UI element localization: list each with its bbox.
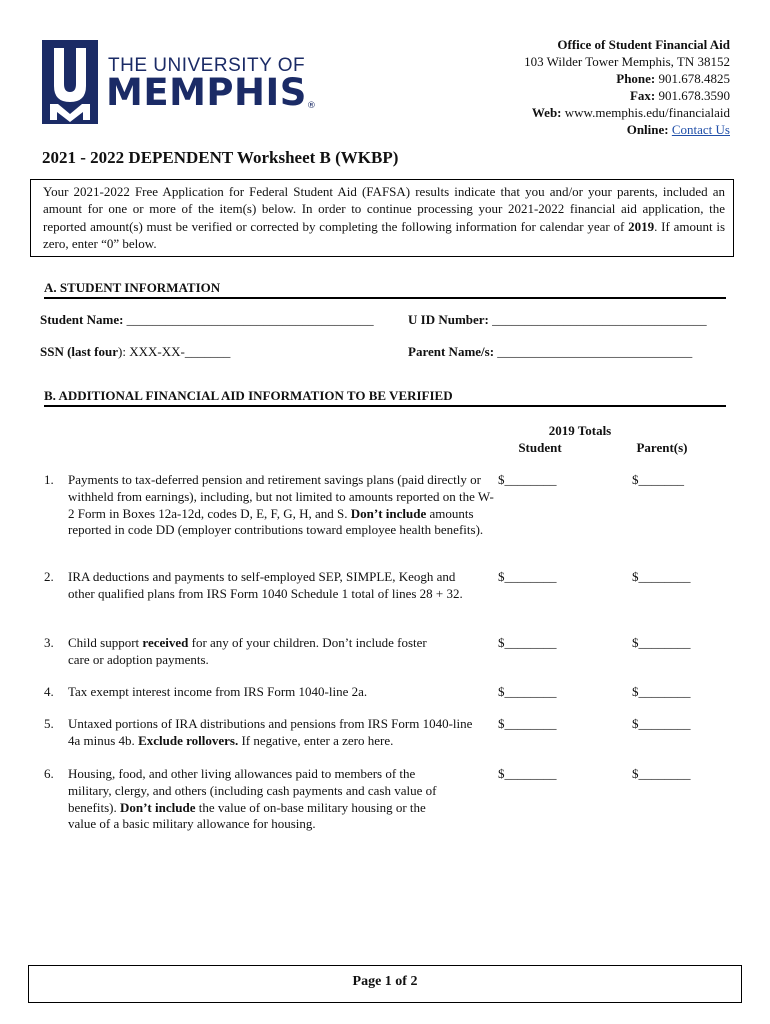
item-bold-text: Don’t include <box>350 505 427 521</box>
parent-amount-6[interactable]: $________ <box>632 766 691 781</box>
item-text: IRA deductions and payments to self-employed SEP, SIMPLE, Keogh and other qualified plans from IRS Form 1040 Schedule 1 total of lines 28 + 32. <box>68 569 463 601</box>
student-amount-1[interactable]: $________ <box>498 472 557 487</box>
parent-names-field[interactable] <box>408 344 692 360</box>
student-amount-6[interactable]: $________ <box>498 766 557 781</box>
student-name-field[interactable] <box>40 312 374 328</box>
svg-text:of: of <box>65 91 75 101</box>
list-item <box>44 569 494 603</box>
worksheet-title: 2021 - 2022 DEPENDENT Worksheet B (WKBP) <box>42 148 399 167</box>
item-text-2: for any of your children. Don’t include foster care or adoption payments. <box>68 635 427 667</box>
phone-label: Phone: <box>616 71 656 86</box>
list-item <box>44 684 494 701</box>
list-item <box>44 635 494 669</box>
item-bold-text: Exclude rollovers. <box>138 732 239 748</box>
intro-text-after: . If amount is zero, enter “0” below. <box>43 218 725 251</box>
student-column-heading: Student <box>518 440 562 455</box>
ssn-label-suffix: ): <box>118 344 126 359</box>
uid-number-label: U ID Number: <box>408 312 489 327</box>
ssn-label: SSN (last four <box>40 344 119 359</box>
parent-amount-2[interactable]: $________ <box>632 569 691 584</box>
parents-column-heading: Parent(s) <box>636 440 688 455</box>
intro-text-before: Your 2021-2022 Free Application for Federal Student Aid (FAFSA) results indicate that you and/or your parents, included an amount for one or more of the item(s) below. In order to continue processing your 2021-2022 financial aid application, the reported amount(s) must be verified or corrected by completing the following information for calendar year of <box>43 184 725 234</box>
intro-box <box>30 179 734 257</box>
student-amount-5[interactable]: $________ <box>498 716 557 731</box>
item-text: Payments to tax-deferred pension and retirement savings plans (paid directly or withheld from earnings), including, but not limited to amounts reported on the W-2 Form in Boxes 12a-12d, codes D, E, F, G, H, and S. <box>68 472 494 521</box>
item-text: Child support <box>68 635 143 650</box>
office-name: Office of Student Financial Aid <box>557 37 730 52</box>
item-number: 5. <box>44 716 54 731</box>
item-bold-text: Don’t include <box>119 799 196 815</box>
item-number: 4. <box>44 684 54 699</box>
item-number: 1. <box>44 472 54 487</box>
web-label: Web: <box>531 105 562 120</box>
university-logo <box>42 40 317 126</box>
logo-memphis: MEMPHIS <box>106 71 307 114</box>
university-shield-icon <box>42 40 98 124</box>
uid-number-blank[interactable]: _________________________________ <box>488 312 707 327</box>
item-text: Untaxed portions of IRA distributions and pensions from IRS Form 1040-line 4a minus 4b. <box>68 716 473 748</box>
online-label: Online: <box>626 122 669 137</box>
office-contact-block <box>524 36 730 138</box>
uid-number-field[interactable] <box>408 312 707 328</box>
list-item <box>44 766 494 833</box>
fax-label: Fax: <box>629 88 656 103</box>
totals-year-heading: 2019 Totals <box>548 423 612 438</box>
item-text-2: If negative, enter a zero here. <box>238 732 394 748</box>
list-item <box>44 472 494 539</box>
student-name-label: Student Name: <box>40 312 124 327</box>
registered-mark: ® <box>306 101 317 111</box>
page-number-footer: Page 1 of 2 <box>28 965 742 1003</box>
logo-line-2 <box>106 71 317 114</box>
intro-year: 2019 <box>628 218 655 234</box>
contact-us-link[interactable]: Contact Us <box>671 122 730 137</box>
student-amount-4[interactable]: $________ <box>498 684 557 699</box>
fax-value: 901.678.3590 <box>658 88 730 103</box>
parent-amount-1[interactable]: $_______ <box>632 472 684 487</box>
item-number: 3. <box>44 635 54 650</box>
section-b-heading: B. ADDITIONAL FINANCIAL AID INFORMATION TO BE VERIFIED <box>44 388 726 407</box>
item-text-2: the value of on-base military housing or the value of a basic military allowance for housing. <box>68 799 426 832</box>
item-text: Housing, food, and other living allowances paid to members of the military, clergy, and others (including cash payments and cash value of benefits). <box>68 766 437 815</box>
ssn-value[interactable]: XXX-XX-_______ <box>125 344 231 359</box>
parent-names-label: Parent Name/s: <box>408 344 495 359</box>
parent-amount-5[interactable]: $________ <box>632 716 691 731</box>
parent-amount-4[interactable]: $________ <box>632 684 691 699</box>
ssn-field[interactable] <box>40 344 230 360</box>
student-amount-3[interactable]: $________ <box>498 635 557 650</box>
item-text: Tax exempt interest income from IRS Form 1040-line 2a. <box>68 684 368 699</box>
item-bold-text: received <box>142 635 189 650</box>
office-address: 103 Wilder Tower Memphis, TN 38152 <box>524 54 730 69</box>
phone-value: 901.678.4825 <box>658 71 730 86</box>
logo-line-1: THE UNIVERSITY OF <box>108 55 306 76</box>
section-a-heading: A. STUDENT INFORMATION <box>44 280 726 299</box>
parent-amount-3[interactable]: $________ <box>632 635 691 650</box>
item-number: 6. <box>44 766 54 781</box>
web-value: www.memphis.edu/financialaid <box>564 105 730 120</box>
item-text-2: amounts reported in code DD (employer contributions toward employee health benefits). <box>68 505 484 538</box>
item-number: 2. <box>44 569 54 584</box>
list-item <box>44 716 494 750</box>
parent-names-blank[interactable]: ______________________________ <box>494 344 693 359</box>
student-amount-2[interactable]: $________ <box>498 569 557 584</box>
student-name-blank[interactable]: ______________________________________ <box>123 312 374 327</box>
